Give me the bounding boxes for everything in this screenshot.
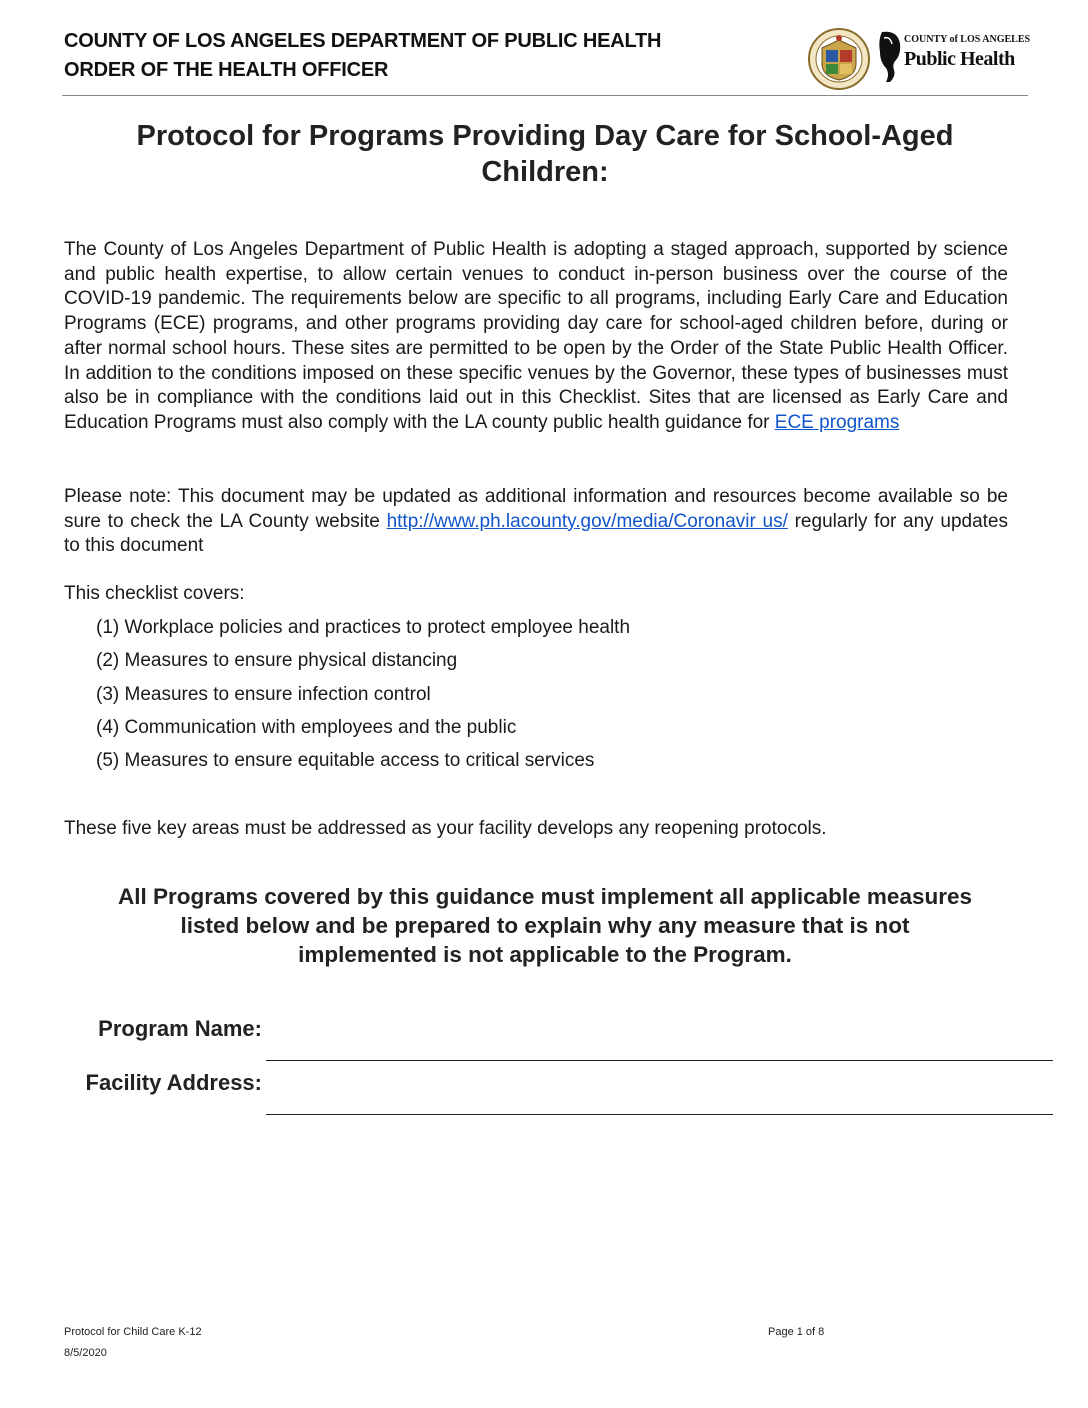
page-title: [60, 118, 1030, 190]
list-item: (3) Measures to ensure infection control: [96, 684, 431, 705]
callout-line1: All Programs covered by this guidance must implement all applicable measures: [117, 884, 973, 909]
facility-address-field[interactable]: [266, 1114, 1053, 1115]
program-name-label: Program Name:: [98, 1016, 262, 1041]
list-item: (2) Measures to ensure physical distancing: [96, 650, 458, 671]
la-county-website-link[interactable]: http://www.ph.lacounty.gov/media/Coronavir us/: [386, 510, 788, 532]
ece-programs-link[interactable]: ECE programs: [774, 411, 900, 433]
note-text: Please note: This document may be updated as additional information and resources become available so be sure to check the LA County website: [64, 486, 1008, 532]
list-item: (5) Measures to ensure equitable access to critical services: [96, 750, 595, 771]
page-title-line2: Children:: [481, 156, 609, 188]
list-item: (1) Workplace policies and practices to protect employee health: [96, 617, 631, 638]
facility-address-label: Facility Address:: [85, 1070, 262, 1095]
public-health-logo: [876, 30, 1031, 86]
requirements-callout: [60, 882, 1030, 969]
callout-line3: implemented is not applicable to the Program.: [298, 942, 792, 967]
logo-public-health-text: Public Health: [904, 48, 1015, 70]
key-areas-text: These five key areas must be addressed as your facility develops any reopening protocols.: [64, 818, 827, 839]
logo-county-text: COUNTY of LOS ANGELES: [904, 34, 1031, 45]
note-paragraph: [64, 485, 1008, 559]
header-divider: [62, 95, 1028, 96]
program-name-field[interactable]: [266, 1060, 1053, 1061]
head-silhouette-icon: [876, 30, 902, 84]
intro-paragraph: [64, 238, 1008, 436]
page-title-line1: Protocol for Programs Providing Day Care for School-Aged: [136, 120, 954, 152]
department-title: COUNTY OF LOS ANGELES DEPARTMENT OF PUBLIC HEALTH: [64, 30, 662, 52]
intro-text: The County of Los Angeles Department of Public Health is adopting a staged approach, supported by science and public health expertise, to allow certain venues to conduct in-person business over the course of the COVID-19 pandemic. The requirements below are specific to all programs, including Early Care and Education Programs (ECE) programs, and other programs providing day care for school-aged children before, during or after normal school hours. These sites are permitted to be open by the Order of the State Public Health Officer. In addition to the conditions imposed on these specific venues by the Governor, these types of businesses must also be in compliance with the conditions laid out in this Checklist. Sites that are licensed as Early Care and Education Programs must also comply with the LA county public health guidance for: [64, 239, 1008, 433]
callout-line2: listed below and be prepared to explain why any measure that is not: [180, 913, 910, 938]
footer-page-number: Page 1 of 8: [768, 1326, 825, 1338]
note-text-after: regularly for any updates to this document: [64, 510, 1008, 557]
list-item: (4) Communication with employees and the public: [96, 717, 517, 738]
footer-date: 8/5/2020: [64, 1347, 107, 1359]
order-title: ORDER OF THE HEALTH OFFICER: [64, 59, 389, 81]
footer-doc-name: Protocol for Child Care K-12: [64, 1326, 202, 1338]
county-seal-icon: [808, 28, 870, 90]
checklist-intro: This checklist covers:: [64, 583, 245, 604]
